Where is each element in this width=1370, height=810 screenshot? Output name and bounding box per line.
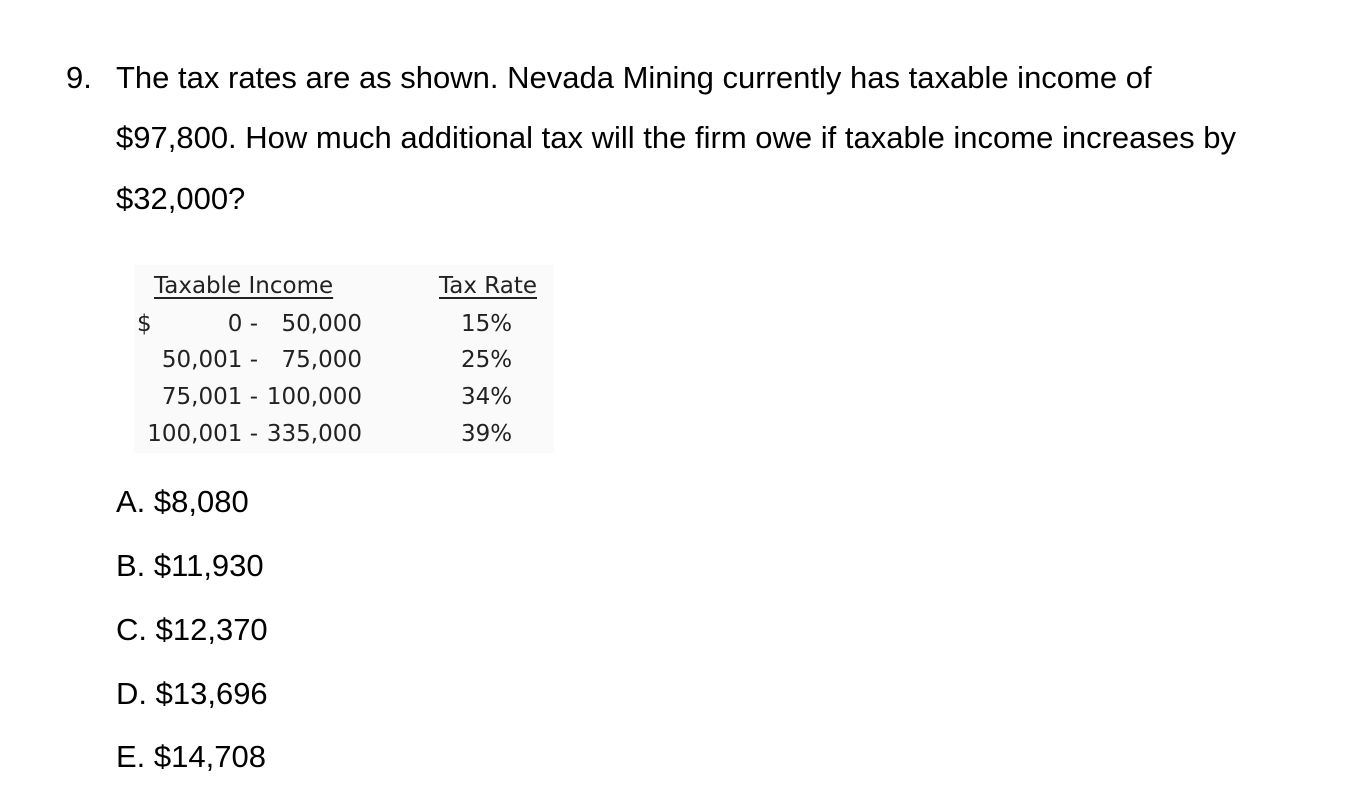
answer-option-a[interactable]: A. $8,080 (116, 484, 249, 519)
answer-option-e[interactable]: E. $14,708 (116, 739, 266, 774)
header-tax-rate: Tax Rate (439, 273, 537, 299)
answer-option-b[interactable]: B. $11,930 (116, 548, 264, 583)
bracket-rate: 39% (461, 421, 513, 447)
header-taxable-income: Taxable Income (154, 273, 334, 299)
answer-option-c[interactable]: C. $12,370 (116, 612, 268, 647)
bracket-from: 50,001 - (161, 347, 258, 373)
bracket-to: 75,000 (281, 347, 362, 373)
tax-rate-table (134, 265, 554, 453)
answer-option-d[interactable]: D. $13,696 (116, 676, 268, 711)
bracket-rate: 15% (461, 311, 513, 337)
question-text-line-3: $32,000? (116, 181, 246, 216)
bracket-rate: 34% (461, 384, 513, 410)
bracket-from: 75,001 - (161, 384, 258, 410)
question-text-line-1: The tax rates are as shown. Nevada Mining currently has taxable income of (116, 60, 1152, 95)
bracket-from: 0 - (227, 311, 258, 337)
bracket-to: 100,000 (266, 384, 362, 410)
currency-symbol: $ (137, 311, 152, 337)
bracket-rate: 25% (461, 347, 513, 373)
bracket-to: 50,000 (281, 311, 362, 337)
question-text-line-2: $97,800. How much additional tax will the firm owe if taxable income increases by (116, 120, 1236, 155)
question-number: 9. (66, 60, 92, 95)
bracket-to: 335,000 (266, 421, 362, 447)
bracket-from: 100,001 - (147, 421, 258, 447)
